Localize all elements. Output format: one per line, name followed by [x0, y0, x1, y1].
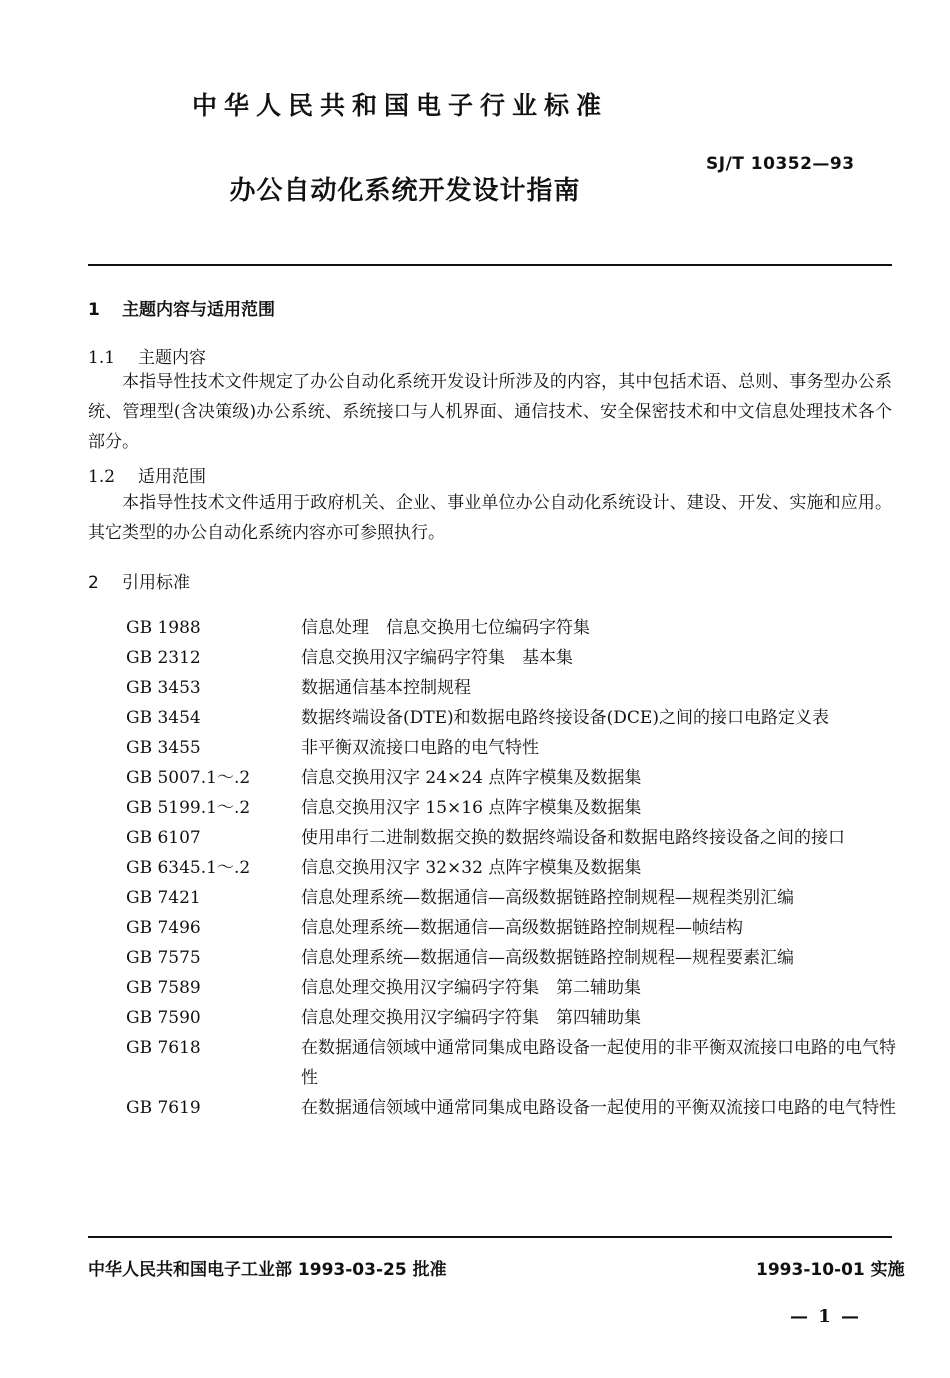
reference-code: GB 2312	[126, 648, 201, 668]
reference-code: GB 7421	[126, 888, 201, 908]
reference-row	[126, 703, 896, 733]
document-code: SJ/T 10352—93	[706, 154, 855, 174]
reference-row	[126, 913, 896, 943]
reference-code: GB 6345.1～.2	[126, 858, 251, 878]
section-1-2-paragraph: 本指导性技术文件适用于政府机关、企业、事业单位办公自动化系统设计、建设、开发、实施和应用。其它类型的办公自动化系统内容亦可参照执行。	[88, 493, 892, 543]
reference-title: 信息处理交换用汉字编码字符集 第二辅助集	[301, 978, 641, 998]
reference-title: 使用串行二进制数据交换的数据终端设备和数据电路终接设备之间的接口	[301, 828, 845, 848]
section-1-number: 1	[88, 300, 100, 320]
reference-title: 信息交换用汉字 15×16 点阵字模集及数据集	[301, 798, 642, 818]
section-1-1-number: 1.1	[88, 348, 116, 368]
reference-code: GB 7589	[126, 978, 201, 998]
reference-row	[126, 613, 896, 643]
reference-title: 信息处理交换用汉字编码字符集 第四辅助集	[301, 1008, 641, 1028]
reference-row	[126, 763, 896, 793]
reference-title: 在数据通信领域中通常同集成电路设备一起使用的非平衡双流接口电路的电气特性	[301, 1038, 896, 1088]
section-1-title: 主题内容与适用范围	[122, 300, 275, 320]
section-2-number: 2	[88, 573, 99, 593]
reference-row	[126, 643, 896, 673]
reference-row	[126, 1033, 896, 1093]
reference-row	[126, 823, 896, 853]
reference-code: GB 7590	[126, 1008, 201, 1028]
reference-row	[126, 733, 896, 763]
reference-title: 非平衡双流接口电路的电气特性	[301, 738, 539, 758]
reference-title: 信息交换用汉字编码字符集 基本集	[301, 648, 573, 668]
section-1-2-title: 适用范围	[138, 467, 206, 487]
section-2-title: 引用标准	[122, 573, 190, 593]
reference-title: 信息交换用汉字 24×24 点阵字模集及数据集	[301, 768, 642, 788]
section-1-1-paragraph: 本指导性技术文件规定了办公自动化系统开发设计所涉及的内容，其中包括术语、总则、事务型办公系统、管理型(含决策级)办公系统、系统接口与人机界面、通信技术、安全保密技术和中文信息处理技术各个部分。	[88, 372, 892, 452]
reference-code: GB 5199.1～.2	[126, 798, 251, 818]
reference-title: 信息处理系统—数据通信—高级数据链路控制规程—规程要素汇编	[301, 948, 794, 968]
effective-date: 1993-10-01 实施	[756, 1260, 905, 1280]
reference-title: 数据通信基本控制规程	[301, 678, 471, 698]
reference-title: 信息处理 信息交换用七位编码字符集	[301, 618, 590, 638]
reference-code: GB 7619	[126, 1098, 201, 1118]
approval-line: 中华人民共和国电子工业部 1993-03-25 批准	[88, 1260, 447, 1280]
reference-row	[126, 673, 896, 703]
section-1-heading	[88, 295, 275, 320]
reference-code: GB 1988	[126, 618, 201, 638]
page-number: — 1 —	[790, 1306, 862, 1327]
section-2-heading	[88, 568, 190, 593]
document-title: 办公自动化系统开发设计指南	[229, 176, 581, 206]
bottom-divider	[88, 1236, 892, 1238]
top-divider	[88, 264, 892, 266]
reference-row	[126, 973, 896, 1003]
reference-title: 数据终端设备(DTE)和数据电路终接设备(DCE)之间的接口电路定义表	[301, 708, 829, 728]
reference-code: GB 3454	[126, 708, 201, 728]
reference-row	[126, 793, 896, 823]
reference-code: GB 7496	[126, 918, 201, 938]
referenced-standards-list	[126, 613, 896, 1123]
section-1-1-heading	[88, 343, 206, 368]
reference-title: 信息处理系统—数据通信—高级数据链路控制规程—规程类别汇编	[301, 888, 794, 908]
reference-title: 信息交换用汉字 32×32 点阵字模集及数据集	[301, 858, 642, 878]
section-1-2-number: 1.2	[88, 467, 116, 487]
standard-organization-heading: 中华人民共和国电子行业标准	[191, 91, 608, 120]
reference-code: GB 5007.1～.2	[126, 768, 251, 788]
section-1-1-title: 主题内容	[138, 348, 206, 368]
reference-row	[126, 853, 896, 883]
reference-code: GB 3453	[126, 678, 201, 698]
reference-title: 在数据通信领域中通常同集成电路设备一起使用的平衡双流接口电路的电气特性	[301, 1098, 896, 1118]
reference-row	[126, 883, 896, 913]
reference-row	[126, 943, 896, 973]
reference-code: GB 6107	[126, 828, 201, 848]
section-1-2-heading	[88, 462, 206, 487]
reference-code: GB 7618	[126, 1038, 201, 1058]
reference-title: 信息处理系统—数据通信—高级数据链路控制规程—帧结构	[301, 918, 743, 938]
reference-code: GB 7575	[126, 948, 201, 968]
reference-row	[126, 1093, 896, 1123]
reference-code: GB 3455	[126, 738, 201, 758]
reference-row	[126, 1003, 896, 1033]
